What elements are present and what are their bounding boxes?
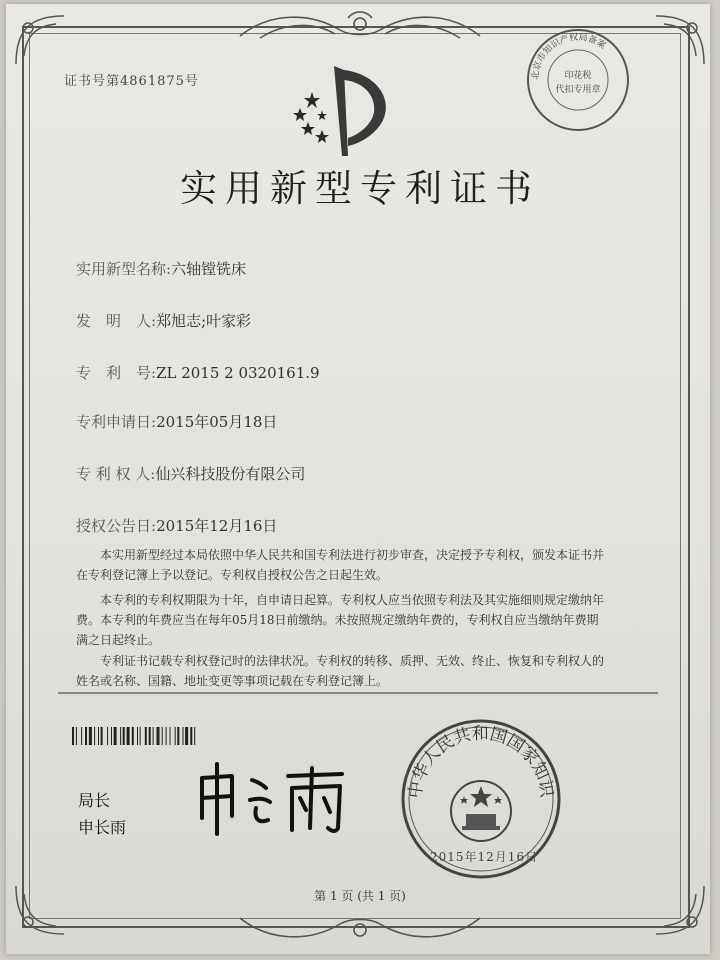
body-paragraph-3: 专利证书记载专利权登记时的法律状况。专利权的转移、质押、无效、终止、恢复和专利权人的姓名或名称、国籍、地址变更等事项记载在专利登记簿上。	[76, 654, 605, 688]
field-application-date: 专利申请日:2015年05月18日	[76, 413, 278, 431]
bottom-ornament	[230, 910, 490, 946]
director-title: 局长	[78, 791, 111, 810]
top-ornament	[230, 8, 490, 44]
certificate-title: 实用新型专利证书	[180, 167, 540, 210]
patent-office-emblem	[282, 60, 412, 170]
body-paragraph-2: 本专利的专利权期限为十年，自申请日起算。专利权人应当依照专利法及其实施细则规定缴纳年费。本专利的年费应当在每年05月18日前缴纳。未按照规定缴纳年费的，专利权自应当缴纳年费期满之日起终止。	[76, 593, 605, 647]
divider-line	[58, 692, 658, 694]
corner-ornament-tr	[650, 10, 710, 70]
field-grant-date: 授权公告日:2015年12月16日	[76, 517, 278, 535]
seal-date: 2015年12月16日	[430, 850, 539, 864]
field-patent-holder: 专 利 权 人:仙兴科技股份有限公司	[76, 465, 306, 483]
barcode	[72, 727, 302, 745]
field-patent-number: 专 利 号:ZL 2015 2 0320161.9	[76, 364, 320, 382]
svg-text:中华人民共和国国家知识产权局	[398, 716, 557, 800]
field-inventor: 发 明 人:郑旭志;叶家彩	[76, 312, 252, 330]
director-name: 申长雨	[78, 818, 127, 837]
seal-ring-text: 中华人民共和国国家知识	[405, 723, 557, 800]
body-paragraph-1: 本实用新型经过本局依照中华人民共和国专利法进行初步审查，决定授予专利权，颁发本证书并在专利登记簿上予以登记。专利权自授权公告之日起生效。	[76, 548, 605, 582]
page-number: 第 1 页 (共 1 页)	[314, 889, 406, 903]
field-utility-model-name: 实用新型名称:六轴镗铣床	[76, 260, 247, 278]
director-signature	[192, 758, 352, 838]
national-emblem-icon	[451, 781, 511, 841]
corner-ornament-tl	[10, 10, 70, 70]
tax-stamp-line2: 代扣专用章	[555, 85, 601, 95]
tax-stamp-ring-text: 北京市知识产权局备案	[530, 32, 608, 81]
tax-stamp-line1: 印花税	[564, 71, 592, 81]
certificate-number: 证书号第4861875号	[64, 74, 199, 89]
tax-stamp	[524, 26, 632, 134]
